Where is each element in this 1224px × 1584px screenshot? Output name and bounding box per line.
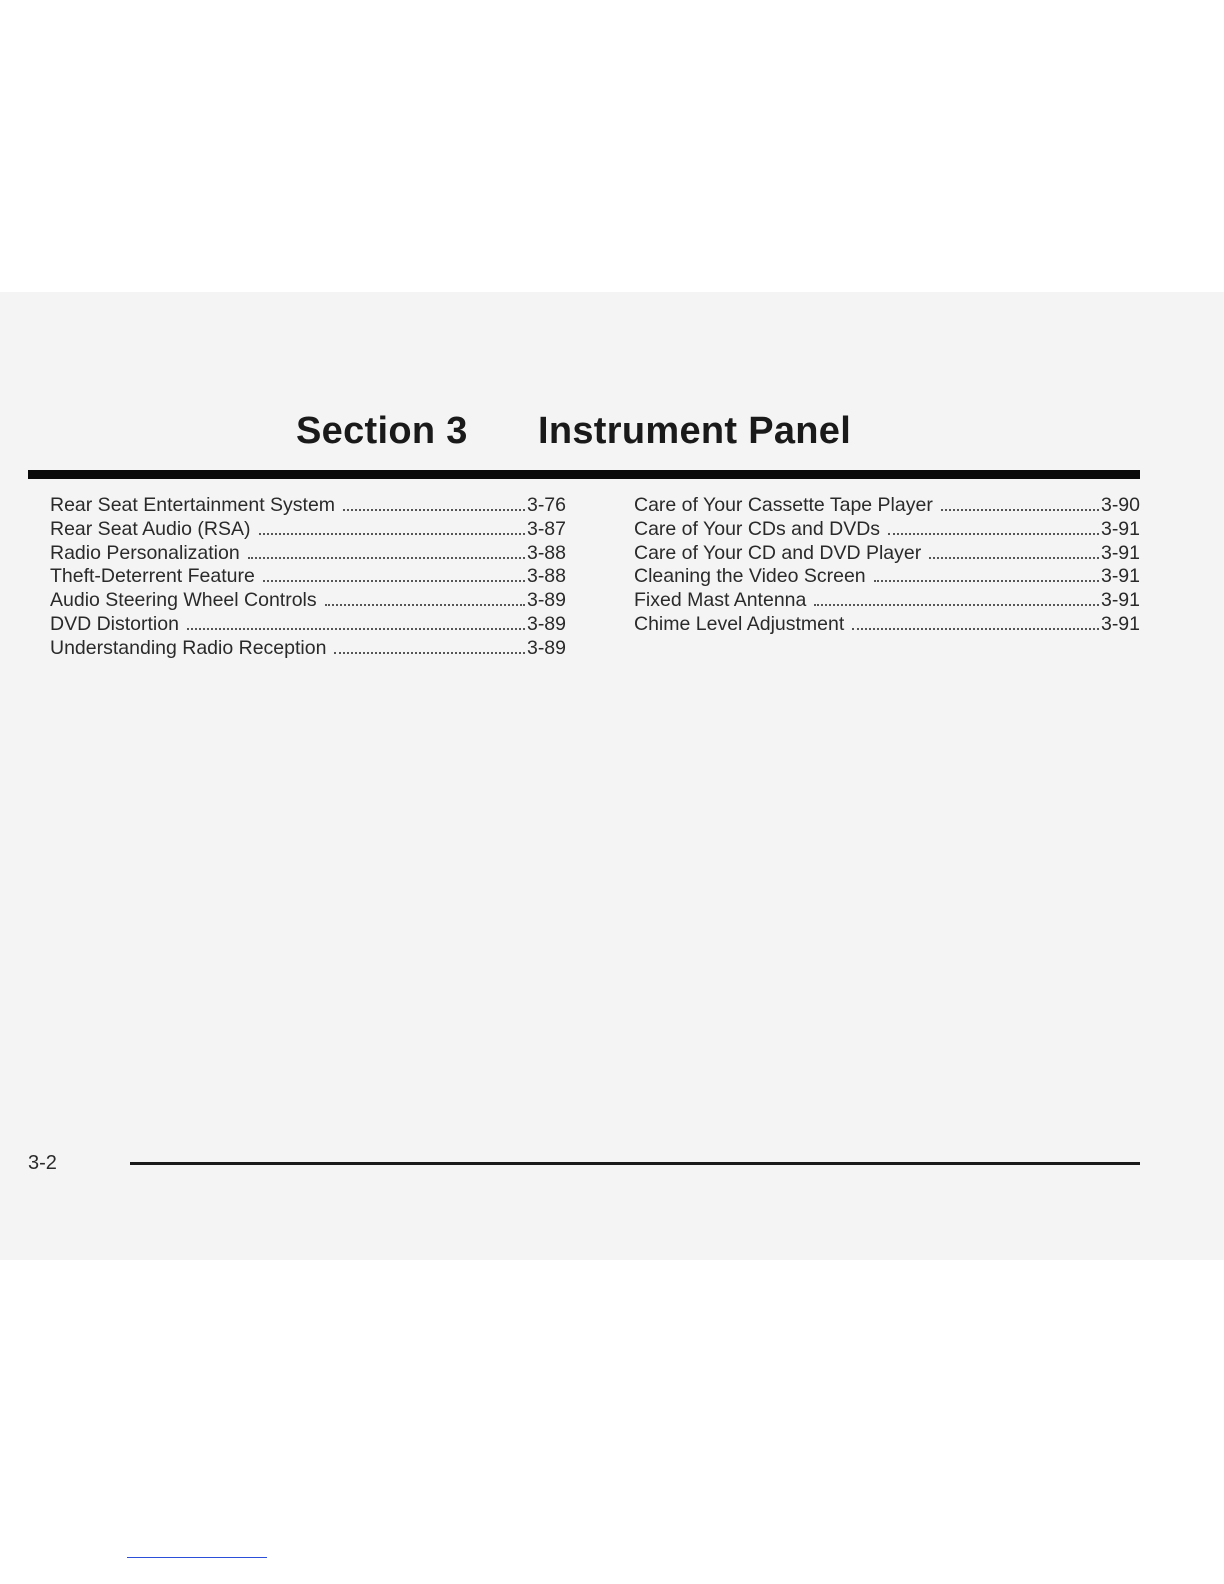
toc-entry-page: 3-76 (526, 494, 566, 516)
toc-entry-page: 3-91 (1100, 517, 1140, 540)
toc-entry-page: 3-91 (1100, 589, 1140, 612)
toc-entry-page: 3-89 (526, 589, 566, 612)
toc-entry-page: 3-88 (526, 565, 566, 588)
toc-entry-title: Cleaning the Video Screen (634, 565, 866, 588)
toc-entry-title: Care of Your CD and DVD Player (634, 541, 922, 564)
toc-leader-dots (263, 580, 525, 582)
toc-entry-title: Chime Level Adjustment (634, 612, 845, 635)
toc-entry-page: 3-87 (526, 517, 566, 540)
section-label: Section 3 (296, 410, 468, 452)
toc-entry-title: Rear Seat Audio (RSA) (50, 517, 251, 540)
toc-leader-dots (852, 628, 1099, 630)
section-name: Instrument Panel (538, 410, 852, 452)
toc-column-right (634, 494, 1140, 637)
toc-leader-dots (259, 533, 525, 535)
toc-entry-title: Rear Seat Entertainment System (50, 494, 336, 516)
toc-entry[interactable] (634, 542, 1140, 566)
toc-entry[interactable] (634, 613, 1140, 637)
toc-entry-title: Care of Your CDs and DVDs (634, 517, 881, 540)
section-title (0, 410, 1224, 460)
toc-entry-page: 3-91 (1100, 612, 1140, 635)
toc-entry-page: 3-90 (1100, 494, 1140, 516)
toc-leader-dots (248, 557, 525, 559)
toc-leader-dots (929, 557, 1099, 559)
toc-column-left (50, 494, 566, 661)
toc-entry-title: Understanding Radio Reception (50, 636, 327, 659)
toc-entry-title: Care of Your Cassette Tape Player (634, 494, 933, 516)
toc-entry[interactable] (50, 565, 566, 589)
toc-entry-title: Audio Steering Wheel Controls (50, 589, 317, 612)
toc-leader-dots (888, 533, 1099, 535)
toc-entry-page: 3-91 (1100, 541, 1140, 564)
toc-entry[interactable] (634, 565, 1140, 589)
toc-entry-title: DVD Distortion (50, 612, 179, 635)
toc-leader-dots (814, 604, 1099, 606)
toc-entry-title: Theft-Deterrent Feature (50, 565, 255, 588)
toc-leader-dots (343, 509, 525, 511)
toc-entry-title: Fixed Mast Antenna (634, 589, 807, 612)
toc-entry-page: 3-89 (526, 612, 566, 635)
toc-entry-title: Radio Personalization (50, 541, 240, 564)
toc-entry[interactable] (50, 637, 566, 661)
manual-page (0, 292, 1224, 1260)
toc-leader-dots (325, 604, 525, 606)
toc-leader-dots (334, 652, 525, 654)
page-number: 3-2 (28, 1152, 57, 1174)
toc-entry[interactable] (634, 518, 1140, 542)
toc-entry[interactable] (50, 542, 566, 566)
toc-entry[interactable] (50, 518, 566, 542)
toc-leader-dots (187, 628, 525, 630)
toc-leader-dots (874, 580, 1099, 582)
toc-leader-dots (941, 509, 1099, 511)
toc-entry-page: 3-89 (526, 636, 566, 659)
toc-entry[interactable] (634, 494, 1140, 518)
toc-entry[interactable] (50, 589, 566, 613)
toc-entry[interactable] (50, 494, 566, 518)
link-underline (127, 1557, 267, 1558)
toc-entry[interactable] (634, 589, 1140, 613)
toc-entry[interactable] (50, 613, 566, 637)
title-divider (28, 470, 1140, 479)
toc-entry-page: 3-88 (526, 541, 566, 564)
footer-divider (130, 1162, 1140, 1165)
toc-entry-page: 3-91 (1100, 565, 1140, 588)
